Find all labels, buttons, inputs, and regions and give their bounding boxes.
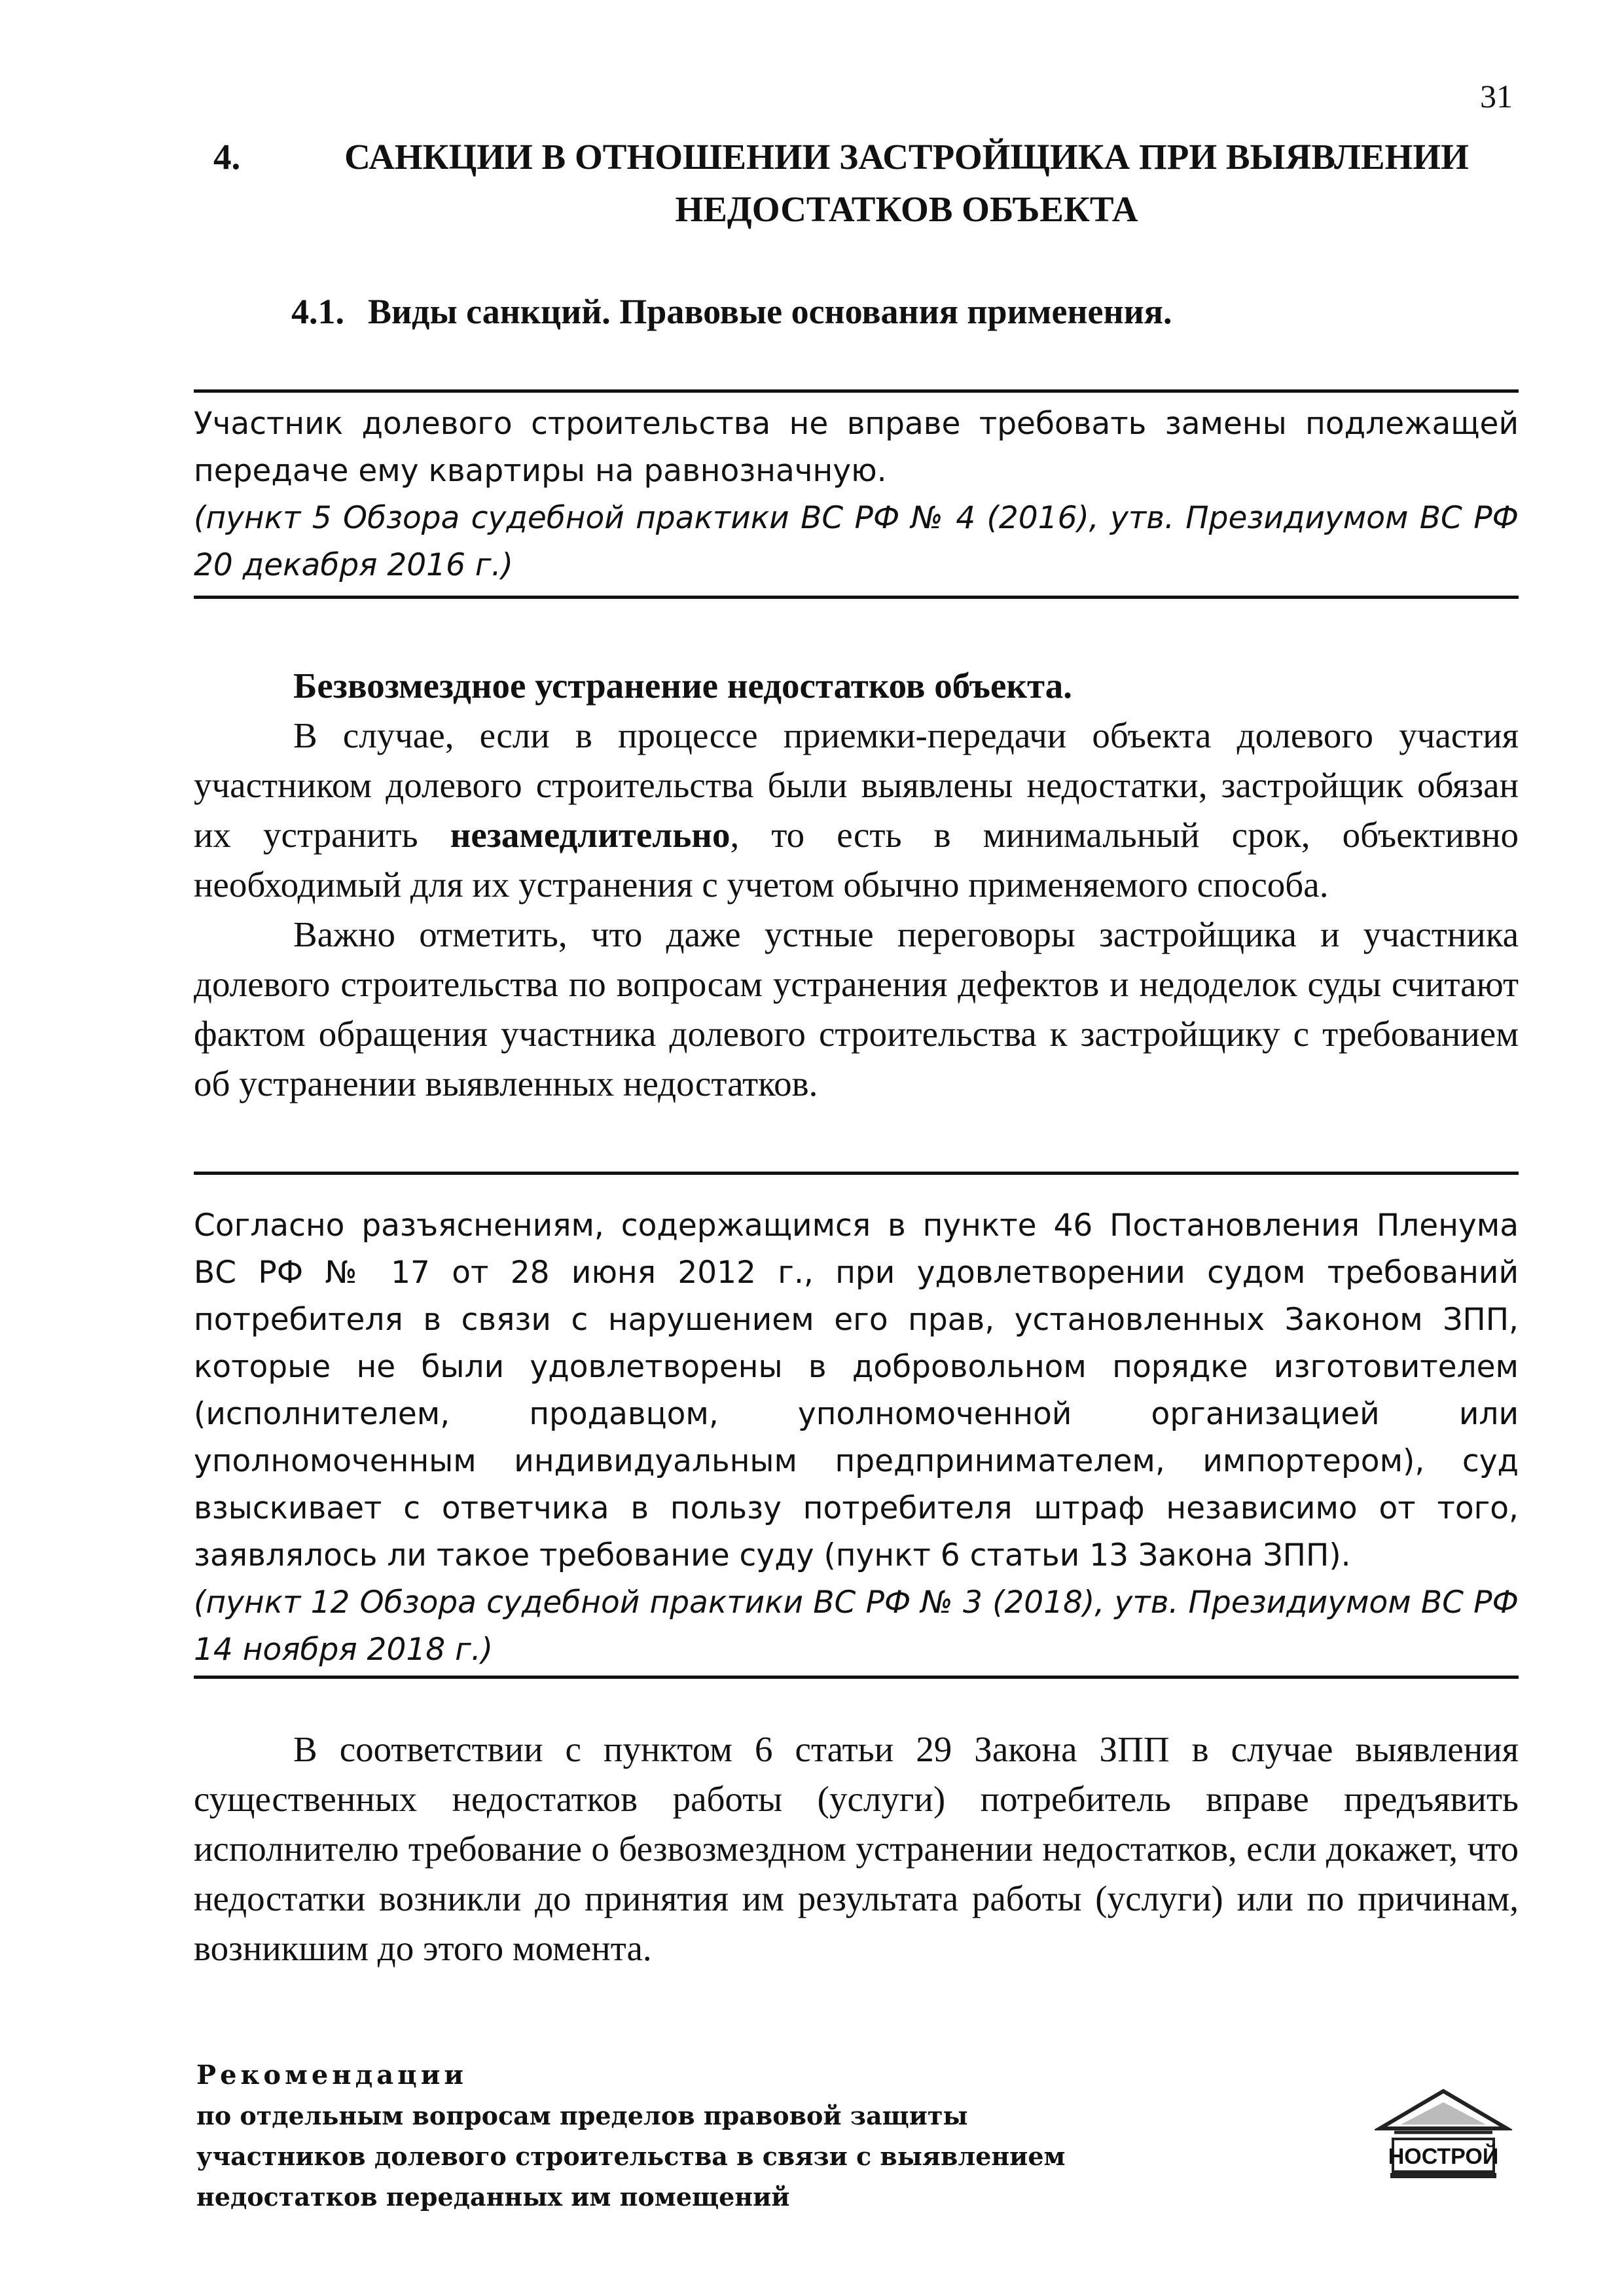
paragraph-1-start: В случае, если в процессе приемки-передачи объекта долевого участия участником долевого строительства были выявлены недостатки, застройщик обязан их устранить — [194, 715, 1519, 855]
subheading: Безвозмездное устранение недостатков объекта. — [293, 666, 1072, 706]
emphasis-text: незамедлительно — [450, 815, 731, 855]
paragraph-3: В соответствии с пунктом 6 статьи 29 Закона ЗПП в случае выявления существенных недостатков работы (услуги) потребитель вправе предъявить исполнителю требование о безвозмездном устранении недостатков, если докажет, что недостатки возникли до принятия им результата работы (услуги) или по причинам, возникшим до этого момента. — [194, 1729, 1519, 1968]
paragraph-1-end: , то есть в минимальный срок, объективно необходимый для их устранения с учетом обычно применяемого способа. — [194, 815, 1519, 905]
box1-text: Участник долевого строительства не вправе требовать замены подлежащей передаче ему квартиры на равнозначную. — [194, 406, 1519, 489]
paragraph-2: Важно отметить, что даже устные переговоры застройщика и участника долевого строительства по вопросам устранения дефектов и недоделок суды считают фактом обращения участника долевого строительства к застройщику с требованием об устранении выявленных недостатков. — [194, 914, 1519, 1103]
court-practice-box-1 — [194, 389, 1519, 599]
footer-line-3: недостатков переданных им помещений — [196, 2182, 790, 2212]
body-section-1 — [194, 661, 1519, 1109]
court-practice-box-2 — [194, 1172, 1519, 1679]
section-title-text: Виды санкций. Правовые основания применения. — [368, 292, 1172, 331]
chapter-title — [196, 131, 1492, 236]
section-title — [291, 291, 1172, 332]
footer-title: Рекомендации — [196, 2060, 468, 2090]
footer-line-2: участников долевого строительства в связи с выявлением — [196, 2142, 1066, 2171]
page-number: 31 — [1480, 78, 1513, 115]
nostroy-logo-icon — [1375, 2088, 1512, 2186]
footer — [196, 2055, 1066, 2217]
box2-citation: (пункт 12 Обзора судебной практики ВС РФ № 3 (2018), утв. Президиумом ВС РФ 14 ноября 2018 г.) — [194, 1585, 1519, 1668]
logo-text: НОСТРОЙ — [1388, 2144, 1499, 2169]
chapter-number: 4. — [213, 137, 241, 177]
footer-line-1: по отдельным вопросам пределов правовой защиты — [196, 2101, 968, 2130]
chapter-title-text: САНКЦИИ В ОТНОШЕНИИ ЗАСТРОЙЩИКА ПРИ ВЫЯВЛЕНИИ НЕДОСТАТКОВ ОБЪЕКТА — [344, 137, 1469, 229]
box1-citation: (пункт 5 Обзора судебной практики ВС РФ № 4 (2016), утв. Президиумом ВС РФ 20 декабря 2016 г.) — [194, 500, 1519, 583]
box2-text: Согласно разъяснениям, содержащимся в пункте 46 Постановления Пленума ВС РФ № 17 от 28 июня 2012 г., при удовлетворении судом требований потребителя в связи с нарушением его прав, установленных Законом ЗПП, которые не были удовлетворены в добровольном порядке изготовителем (исполнителем, продавцом, уполномоченной организацией или уполномоченным индивидуальным предпринимателем, импортером), суд взыскивает с ответчика в пользу потребителя штраф независимо от того, заявлялось ли такое требование суду (пункт 6 статьи 13 Закона ЗПП). — [194, 1208, 1519, 1573]
section-number: 4.1. — [291, 292, 344, 331]
body-section-2 — [194, 1725, 1519, 1973]
paragraph-1 — [194, 711, 1519, 910]
